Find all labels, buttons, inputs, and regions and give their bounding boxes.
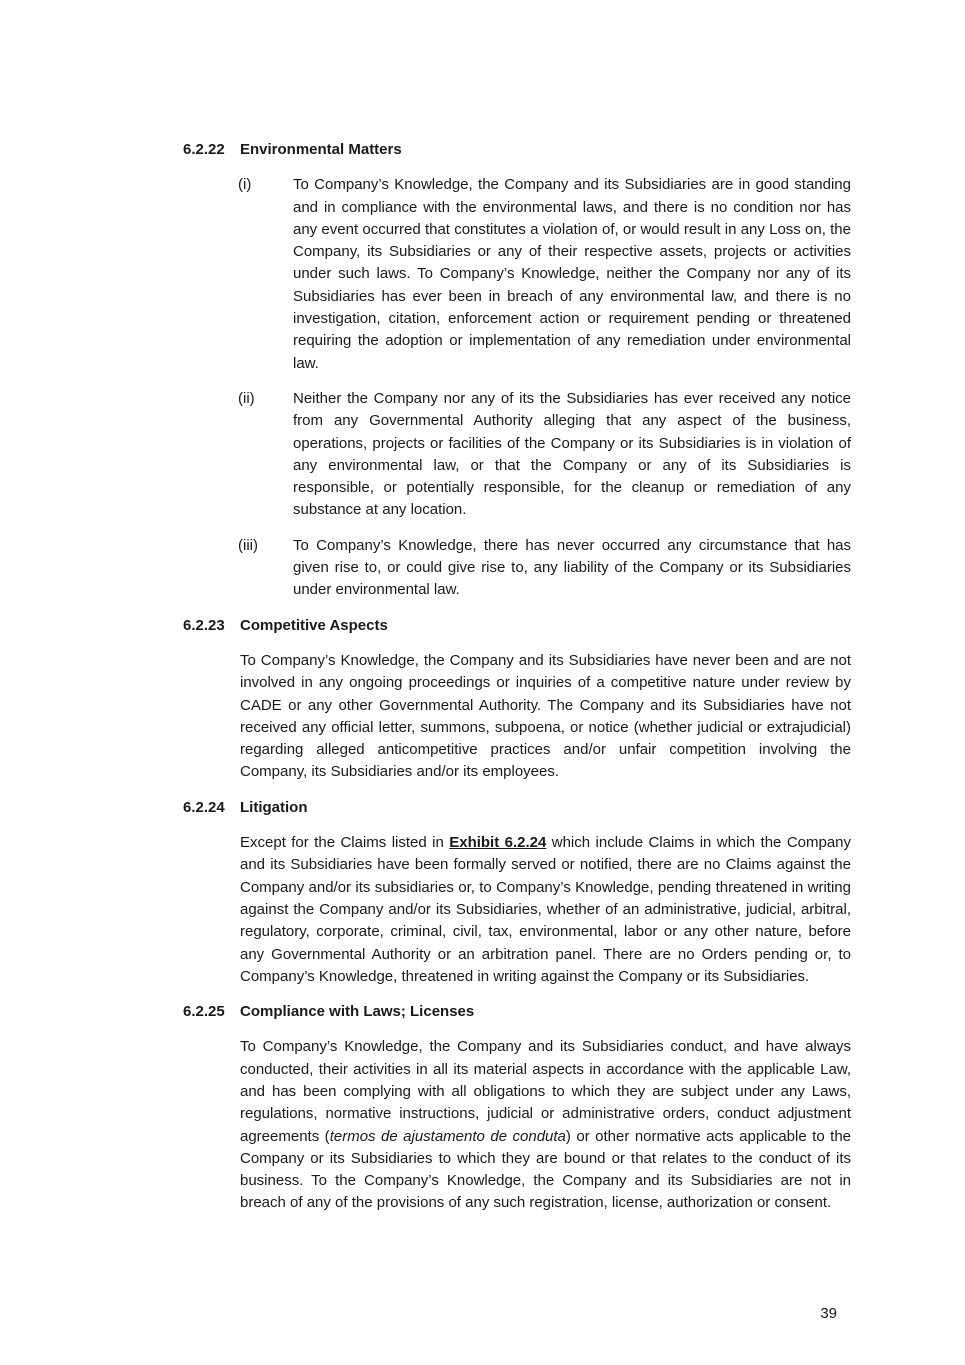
page-number: 39 — [820, 1305, 837, 1322]
clause-label: (ii) — [238, 389, 255, 407]
exhibit-reference: Exhibit 6.2.24 — [449, 834, 547, 852]
section-paragraph — [240, 1036, 851, 1214]
section-competitive-aspects — [183, 615, 851, 784]
paragraph-segment: ) or other normative acts applicable to the Company or its Subsidiaries to which they are bound or that relates to the conduct of its business. To the Company’s Knowledge, the Company and its Subsidiaries are not in breach of any of the provisions of any such registration, license, authorization or consent. — [240, 1127, 851, 1212]
clause-label: (i) — [238, 176, 252, 194]
section-title: Litigation — [240, 798, 308, 816]
latin-phrase: termos de ajustamento de conduta — [329, 1127, 566, 1145]
section-heading — [183, 1001, 851, 1023]
clause-label: (iii) — [238, 536, 258, 554]
section-environmental-matters — [183, 139, 851, 602]
section-number: 6.2.24 — [183, 798, 225, 816]
clause-item-ii — [183, 388, 851, 522]
page-footer — [820, 1303, 837, 1325]
section-heading — [183, 797, 851, 819]
document-body — [183, 139, 851, 1228]
section-heading — [183, 615, 851, 637]
section-number: 6.2.25 — [183, 1003, 225, 1021]
paragraph-segment: which include Claims in which the Company and its Subsidiaries have been formally served or notified, there are no Claims against the Company and/or its subsidiaries or, to Company’s Knowledge, pending threatened in writing against the Company and/or its Subsidiaries, whether of an administrative, judicial, arbitral, regulatory, corporate, criminal, civil, tax, environmental, labor or any other nature, before any Governmental Authority or an arbitration panel. There are no Orders pending or, to Company’s Knowledge, threatened in writing against the Company or its Subsidiaries. — [240, 834, 852, 985]
clause-item-i — [183, 174, 851, 375]
section-heading — [183, 139, 851, 161]
section-compliance-with-laws — [183, 1001, 851, 1215]
section-number: 6.2.22 — [183, 141, 225, 158]
section-title: Environmental Matters — [240, 141, 402, 158]
section-paragraph: To Company’s Knowledge, the Company and its Subsidiaries have never been and are not involved in any ongoing proceedings or inquiries of a competitive nature under review by CADE or any other Governmental Authority. The Company and its Subsidiaries have not received any official letter, summons, subpoena, or notice (whether judicial or extrajudicial) regarding alleged anticompetitive practices and/or unfair competition involving the Company, its Subsidiaries and/or its employees. — [240, 651, 851, 781]
paragraph-segment: Except for the Claims listed in — [240, 834, 450, 852]
section-number: 6.2.23 — [183, 616, 225, 634]
clause-text: To Company’s Knowledge, there has never occurred any circumstance that has given rise to, or could give rise to, any liability of the Company or its Subsidiaries under environmental law. — [293, 536, 851, 599]
section-title: Competitive Aspects — [240, 616, 388, 634]
clause-text: To Company’s Knowledge, the Company and its Subsidiaries are in good standing and in compliance with the environmental laws, and there is no condition nor has any event occurred that constitutes a violation of, or would result in any Loss on, the Company, its Subsidiaries or any of their respective assets, projects or activities under such laws. To Company’s Knowledge, neither the Company nor any of its Subsidiaries has ever been in breach of any environmental law, and there is no investigation, citation, enforcement action or requirement pending or threatened requiring the adoption or implementation of any remediation under environmental law. — [293, 176, 851, 372]
section-litigation — [183, 797, 851, 988]
clause-item-iii — [183, 535, 851, 602]
clause-text: Neither the Company nor any of its the Subsidiaries has ever received any notice from any Governmental Authority alleging that any aspect of the business, operations, projects or facilities of the Company or its Subsidiaries is in violation of any environmental law, or that the Company or any of its Subsidiaries is responsible, or potentially responsible, for the cleanup or remediation of any substance at any location. — [293, 389, 851, 519]
section-title: Compliance with Laws; Licenses — [240, 1003, 475, 1021]
section-paragraph — [240, 832, 851, 988]
paragraph-segment: To Company’s Knowledge, the Company and its Subsidiaries conduct, and have always conducted, their activities in all its material aspects in accordance with the applicable Law, and has been complying with all obligations to which they are subject under any Laws, regulations, normative instructions, judicial or administrative orders, conduct adjustment agreements ( — [240, 1038, 851, 1145]
